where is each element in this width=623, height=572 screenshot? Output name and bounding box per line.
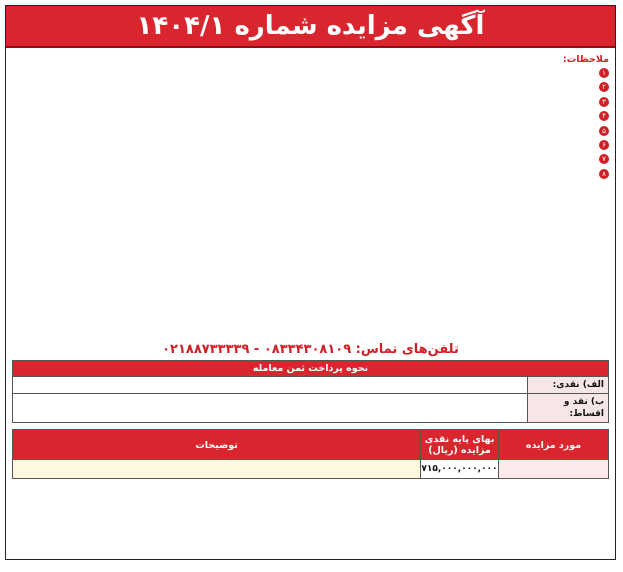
note-item	[12, 153, 609, 166]
note-item	[12, 95, 609, 108]
note-item	[12, 110, 609, 123]
lot-description	[13, 460, 420, 478]
lot-subject	[498, 460, 608, 478]
note-item	[12, 138, 609, 151]
note-number: ۵	[599, 126, 609, 136]
contact-phones	[6, 340, 615, 360]
note-number: ۶	[599, 140, 609, 150]
note-number: ۷	[599, 154, 609, 164]
note-number: ۴	[599, 111, 609, 121]
note-item	[12, 167, 609, 180]
auction-lots-table	[12, 429, 609, 479]
notice-body	[6, 48, 615, 340]
header-price: بهای پایه نقدی مزایده (ریال)	[420, 430, 498, 460]
lots-table-header	[13, 430, 608, 460]
payment-row-cash	[13, 376, 608, 393]
payment-label: ب) نقد و اقساط:	[527, 394, 608, 422]
lot-price: ۷۱۵,۰۰۰,۰۰۰,۰۰۰	[420, 460, 498, 478]
note-number: ۱	[599, 68, 609, 78]
note-item	[12, 81, 609, 94]
notice-title: آگهی مزایده شماره ۱۴۰۴/۱	[6, 6, 615, 48]
phone-label: تلفن‌های تماس:	[355, 342, 459, 357]
notes-heading: ملاحظات:	[562, 54, 609, 65]
note-item	[12, 66, 609, 79]
note-number: ۳	[599, 97, 609, 107]
payment-label: الف) نقدی:	[527, 377, 608, 393]
header-description: توضیحات	[195, 439, 238, 451]
payment-terms-table	[12, 360, 609, 423]
note-item	[12, 124, 609, 137]
payment-value	[13, 394, 527, 422]
auction-notice	[5, 5, 616, 560]
note-number: ۸	[599, 169, 609, 179]
phone-numbers: ۰۸۳۳۴۳۰۸۱۰۹ - ۰۲۱۸۸۷۳۳۳۳۹	[162, 342, 352, 357]
payment-value	[13, 377, 527, 393]
payment-terms-heading: نحوه پرداخت ثمن معامله	[13, 361, 608, 376]
table-row	[13, 460, 608, 478]
payment-row-installment	[13, 393, 608, 422]
header-subject: مورد مزایده	[498, 430, 608, 460]
note-number: ۲	[599, 82, 609, 92]
